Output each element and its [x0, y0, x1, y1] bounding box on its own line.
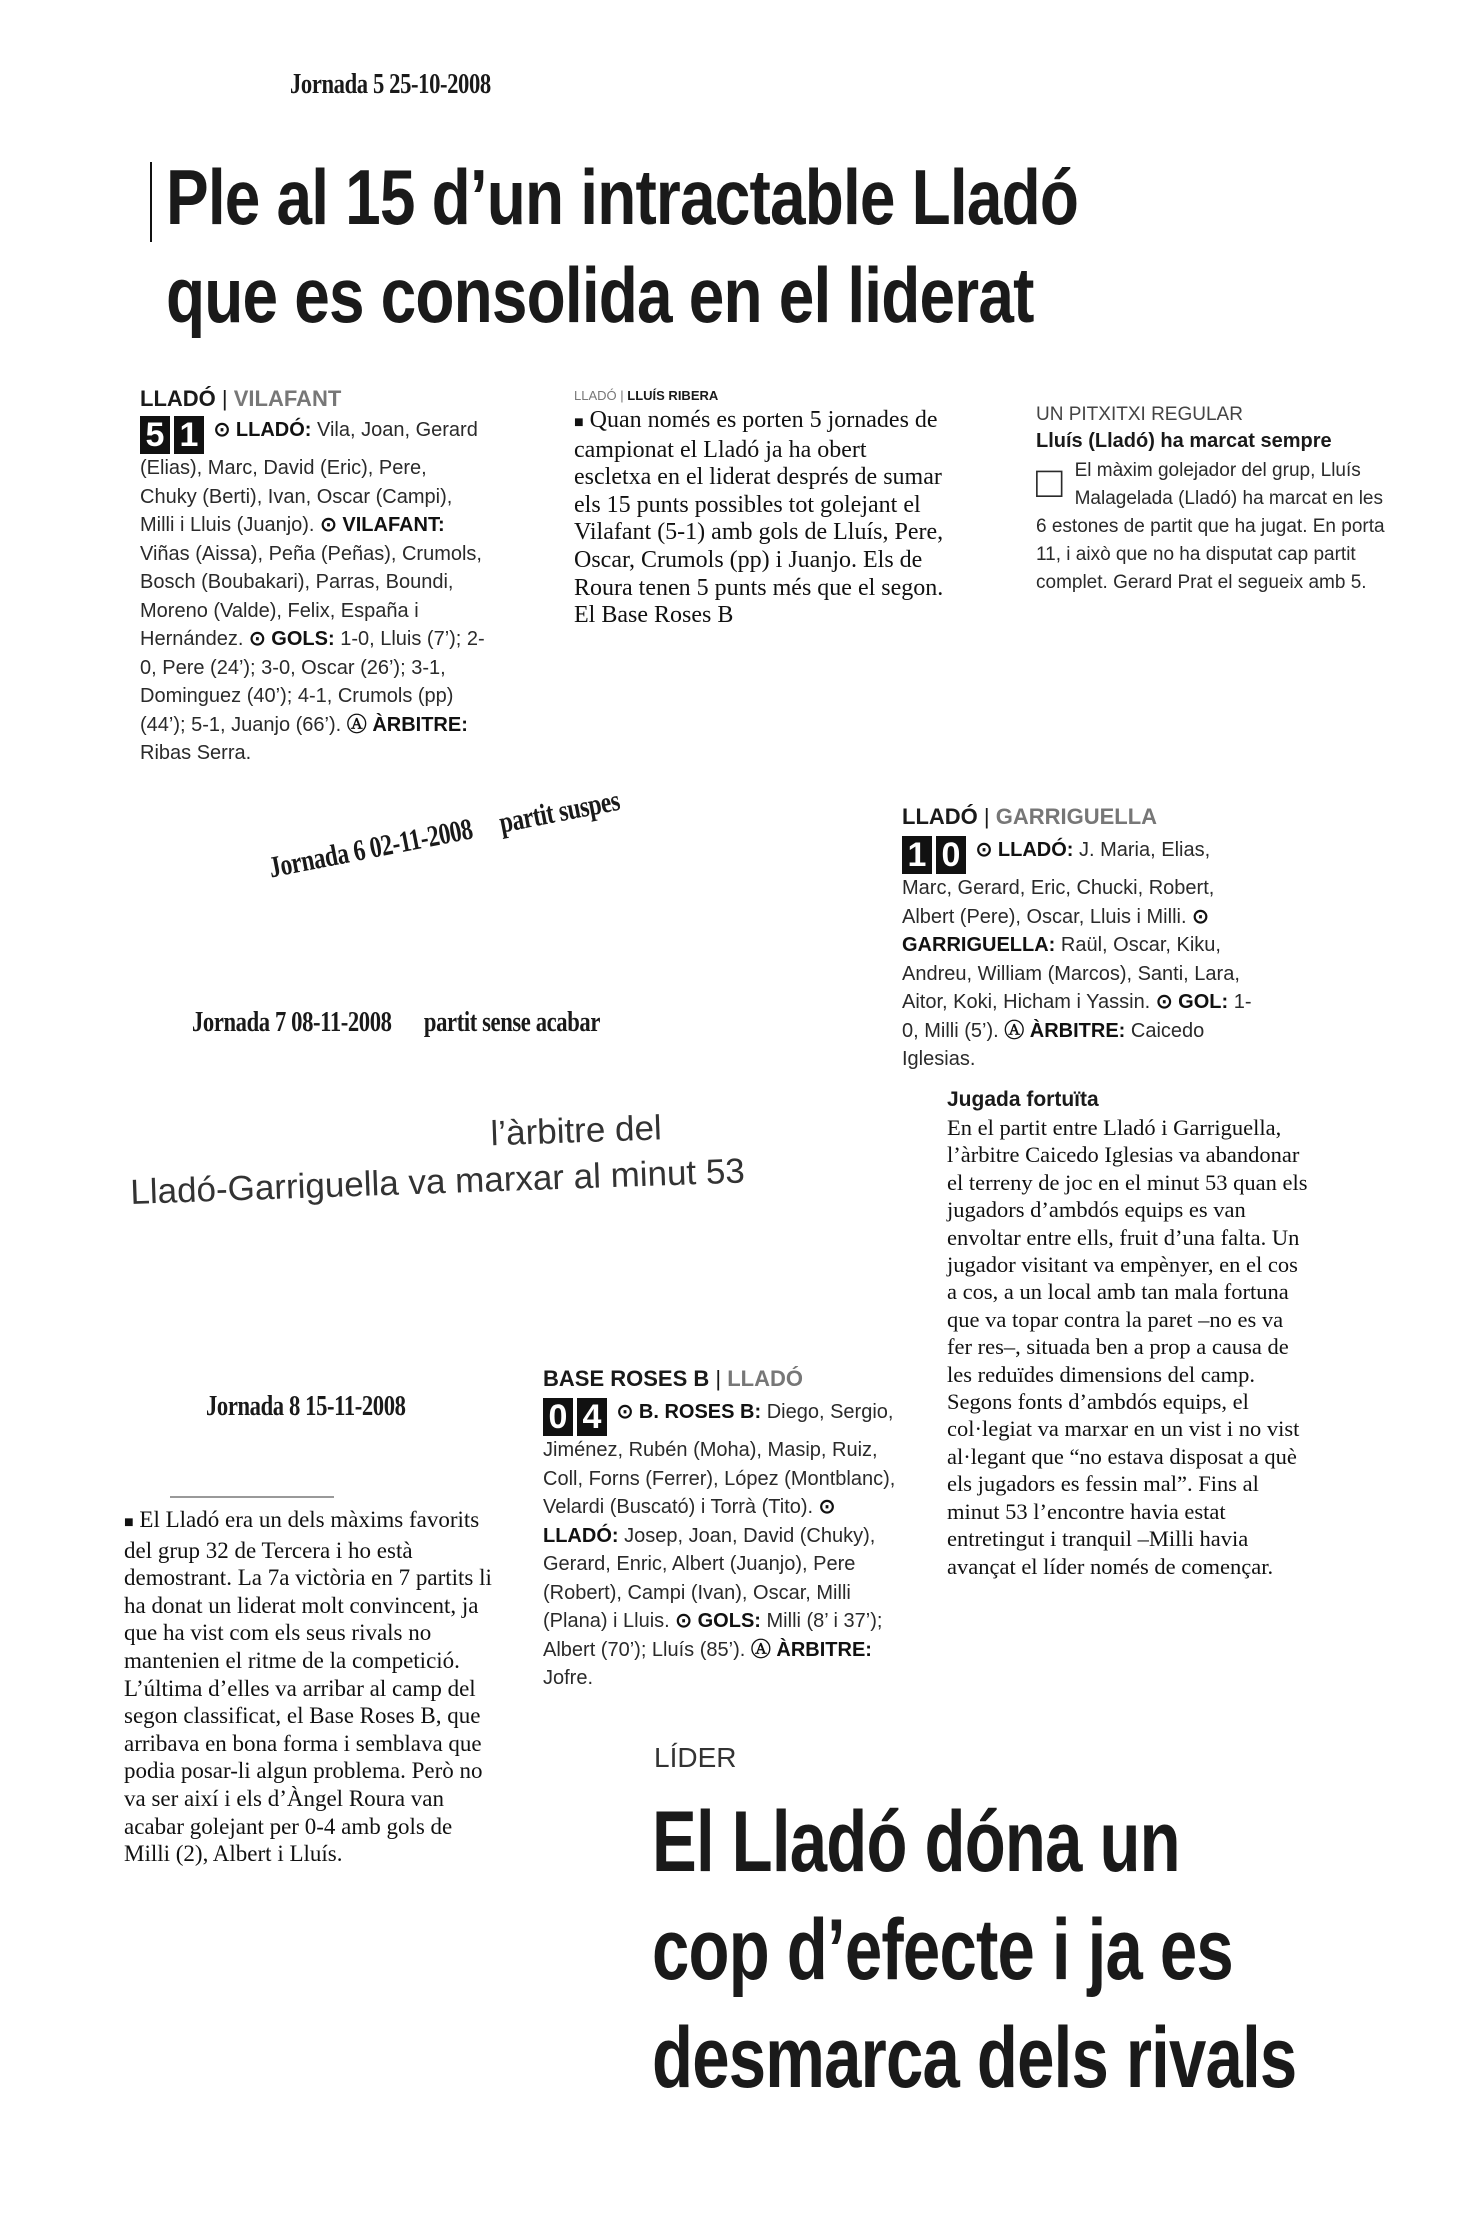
team-marker-icon: ⊙ [1192, 905, 1209, 928]
referee-icon: Ⓐ [346, 713, 367, 736]
match-header: LLADÓ | VILAFANT [140, 386, 342, 411]
goals-label: GOLS: [697, 1610, 761, 1632]
goal-marker-icon: ⊙ [1155, 991, 1173, 1013]
match-details [543, 1398, 908, 1693]
headline-j8-line1: El Lladó dóna un [652, 1794, 1180, 1890]
j7-subhead [128, 1102, 771, 1216]
lineup-away: Viñas (Aissa), Peña (Peñas), Crumols, Bosch (Boubakari), Parras, Boundi, Moreno (Valde), Felix, España i Hernández. [140, 542, 482, 650]
away-team: LLADÓ [727, 1366, 803, 1391]
lineup-label: VILAFANT: [342, 514, 445, 536]
match-box-garriguella [902, 804, 1264, 1074]
goals: Milli (8’ i 37’); Albert (70’); Lluís (85’). [543, 1610, 883, 1661]
fortuita-text: En el partit entre Lladó i Garriguella, l’àrbitre Caicedo Iglesias va abandonar el terreny de joc en el minut 53 quan els jugadors d’ambdós equips es van envoltar entre ells, fruit d’una falta. Un jugador visitant va empènyer, en el cos a cos, a un local amb tan mala fortuna que va topar contra la paret –no es va fer res–, situada ben a prop a causa de les reduïdes dimensions del camp. Segons fonts d’ambdós equips, el col·legiat va marxar en un vist i no vist al·legant que “no estava disposat a què els jugadors es fessin mal”. Fins al minut 53 l’encontre havia estat entretingut i tranquil –Milli havia avançat el líder només de començar. [947, 1115, 1308, 1579]
jornada-7-label [192, 1006, 600, 1039]
score-away: 0 [936, 836, 966, 874]
article-j5 [574, 388, 944, 630]
team-marker-icon: ⊙ [818, 1496, 836, 1518]
score-away: 1 [174, 416, 204, 454]
box-icon: □ [1036, 458, 1063, 507]
match-header: BASE ROSES B | LLADÓ [543, 1366, 803, 1391]
referee: Jofre. [543, 1667, 594, 1689]
lineup-label: B. ROSES B: [638, 1401, 762, 1423]
fortuita-title: Jugada fortuïta [947, 1088, 1099, 1111]
headline-j8 [652, 1788, 1296, 2112]
headline-j5 [166, 148, 1078, 344]
home-team: LLADÓ [902, 804, 978, 829]
bullet-icon: ■ [124, 1514, 134, 1531]
sidebar-pitxitxi [1036, 404, 1396, 597]
article-text [124, 1506, 494, 1868]
home-team: BASE ROSES B [543, 1366, 710, 1391]
team-marker-icon: ⊙ [320, 514, 337, 536]
referee: Ribas Serra. [140, 742, 252, 764]
subhead-line2: Lladó-Garriguella va marxar al minut 53 [129, 1151, 746, 1212]
sidebar-body [1036, 457, 1396, 597]
jornada-6-date: Jornada 6 02-11-2008 [266, 812, 476, 885]
referee: Caicedo Iglesias. [902, 1019, 1205, 1070]
headline-rule [150, 162, 152, 242]
goal-marker-icon: ⊙ [248, 628, 266, 650]
match-details [902, 836, 1264, 1074]
referee-icon: Ⓐ [750, 1638, 771, 1661]
jornada-6-label [266, 784, 622, 885]
subhead-line1: l’àrbitre del [489, 1108, 663, 1154]
lineup-home: Vila, Joan, Gerard (Elias), Marc, David (Eric), Pere, Chuky (Berti), Ivan, Oscar (Campi), Milli i Lluis (Juanjo). [140, 419, 478, 536]
article-body: Quan només es porten 5 jornades de campionat el Lladó ja ha obert escletxa en el liderat després de sumar els 15 punts possibles tot golejant el Vilafant (5-1) amb gols de Lluís, Pere, Oscar, Crumols (pp) i Juanjo. Els de Roura tenen 5 punts més que el segon. El Base Roses B [574, 407, 944, 629]
referee-icon: Ⓐ [1004, 1019, 1025, 1042]
home-team: LLADÓ [140, 386, 216, 411]
match-box-roses [543, 1366, 908, 1693]
bullet-icon: ■ [574, 414, 584, 431]
goals: 1-0, Lluis (7’); 2-0, Pere (24’); 3-0, Oscar (26’); 3-1, Dominguez (40’); 4-1, Crumols (pp) (44’); 5-1, Juanjo (66’). [140, 628, 485, 736]
referee-label: ÀRBITRE: [372, 713, 468, 736]
lineup-home: J. Maria, Elias, Marc, Gerard, Eric, Chucki, Robert, Albert (Pere), Oscar, Lluis i Milli. [902, 839, 1215, 928]
goals-label: GOL: [1178, 991, 1229, 1013]
referee-label: ÀRBITRE: [776, 1638, 872, 1661]
article-text [574, 407, 944, 630]
lineup-label: LLADÓ: [543, 1524, 619, 1547]
lineup-label: LLADÓ: [997, 839, 1074, 861]
lineup-away: Raül, Oscar, Kiku, Andreu, William (Marcos), Santi, Lara, Aitor, Koki, Hicham i Yassin. [902, 934, 1240, 1013]
sidebar-kicker: UN PITXITXI REGULAR [1036, 404, 1243, 425]
score-home: 1 [902, 836, 932, 874]
goals: 1-0, Milli (5’). [902, 991, 1252, 1042]
jornada-5-label: Jornada 5 25-10-2008 [290, 68, 491, 100]
cut-line [170, 1496, 334, 1498]
lineup-label: GARRIGUELLA: [902, 934, 1056, 956]
byline-section: LLADÓ [574, 388, 617, 403]
score-away: 4 [577, 1398, 607, 1436]
score-home: 5 [140, 416, 170, 454]
fortuita-box [947, 1088, 1312, 1580]
article-j8 [124, 1496, 494, 1868]
headline-j5-line2: que es consolida en el liderat [166, 251, 1034, 339]
headline-j5-line1: Ple al 15 d’un intractable Lladó [166, 153, 1079, 241]
jornada-6-note: partit suspes [496, 783, 623, 840]
lineup-away: Josep, Joan, David (Chuky), Gerard, Enric, Albert (Juanjo), Pere (Robert), Campi (Ivan), Oscar, Milli (Plana) i Lluis. [543, 1524, 876, 1632]
lineup-label: LLADÓ: [235, 419, 312, 441]
referee-label: ÀRBITRE: [1029, 1019, 1126, 1042]
sidebar-title: Lluís (Lladó) ha marcat sempre [1036, 430, 1332, 452]
lider-kicker: LÍDER [654, 1742, 737, 1773]
jornada-8-label: Jornada 8 15-11-2008 [206, 1390, 406, 1422]
score-home: 0 [543, 1398, 573, 1436]
away-team: VILAFANT [233, 386, 342, 411]
match-header: LLADÓ | GARRIGUELLA [902, 804, 1158, 829]
jornada-7-date: Jornada 7 08-11-2008 [192, 1006, 392, 1038]
away-team: GARRIGUELLA [995, 804, 1158, 829]
article-body: El Lladó era un dels màxims favorits del grup 32 de Tercera i ho està demostrant. La 7a victòria en 7 partits li ha donat un liderat molt convincent, ja que ha vist com els seus rivals no mantenien el ritme de la competició. L’última d’elles va arribar al camp del segon classificat, el Base Roses B, que arribava en bona forma i semblava que podia posar-li algun problema. Però no va ser així i els d’Àngel Roura van acabar golejant per 0-4 amb gols de Milli (2), Albert i Lluís. [124, 1507, 492, 1867]
match-box-vilafant [140, 386, 485, 768]
byline-author: LLUÍS RIBERA [627, 388, 719, 403]
match-details [140, 416, 485, 768]
jornada-7-note: partit sense acabar [423, 1006, 600, 1038]
team-marker-icon: ⊙ [975, 839, 993, 861]
byline: LLADÓ | LLUÍS RIBERA [574, 388, 719, 403]
team-marker-icon: ⊙ [616, 1401, 634, 1423]
goals-label: GOLS: [271, 628, 335, 650]
headline-j8-line3: desmarca dels rivals [652, 2010, 1297, 2106]
team-marker-icon: ⊙ [213, 419, 231, 441]
sidebar-text: El màxim golejador del grup, Lluís Malagelada (Lladó) ha marcat en les 6 estones de partit que ha jugat. En porta 11, i això que no ha disputat cap partit complet. Gerard Prat el segueix amb 5. [1036, 460, 1385, 593]
goal-marker-icon: ⊙ [675, 1610, 693, 1632]
lineup-home: Diego, Sergio, Jiménez, Rubén (Moha), Masip, Ruiz, Coll, Forns (Ferrer), López (Montblanc), Velardi (Buscató) i Torrà (Tito). [543, 1401, 896, 1518]
headline-j8-line2: cop d’efecte i ja es [652, 1902, 1233, 1998]
